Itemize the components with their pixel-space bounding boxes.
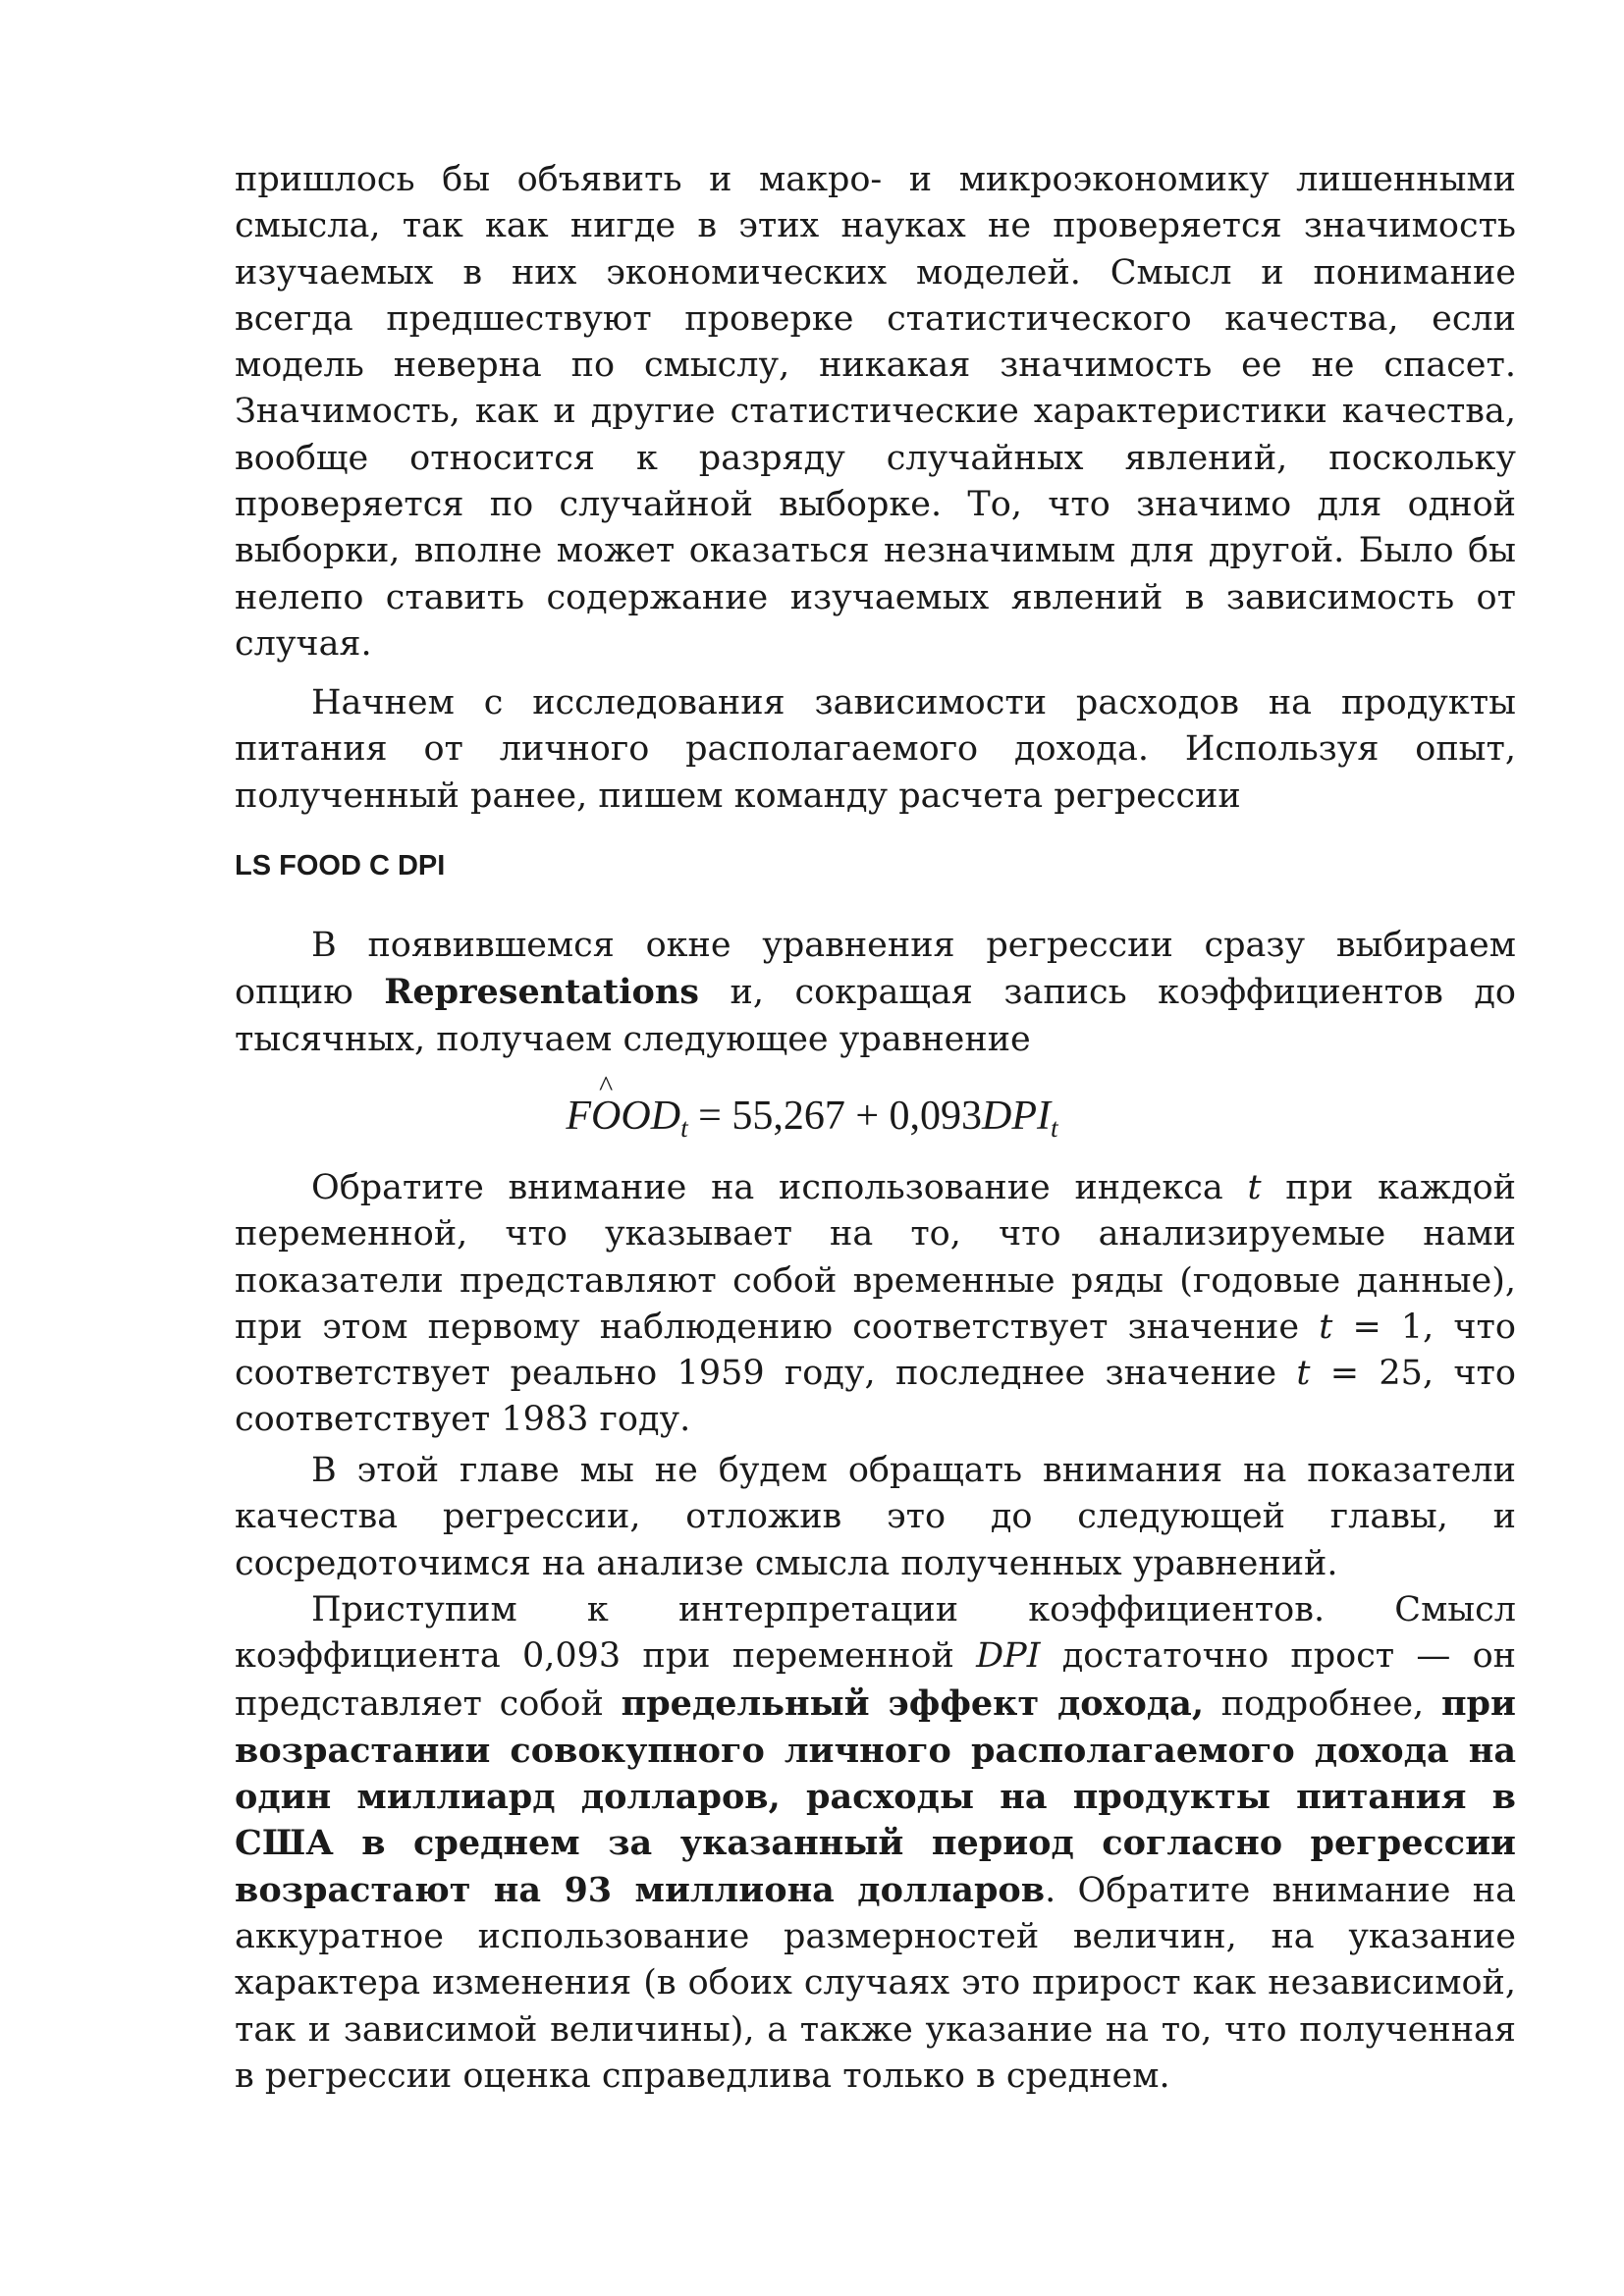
paragraph-representations [235,923,1516,1063]
text-line: характера изменения (в обоих случаях это прирост как независимой, [235,1963,1516,2003]
text-line: модель неверна по смыслу, никакая значимость ее не спасет. [235,346,1516,386]
text-line: тысячных, получаем следующее уравнение [235,1019,1031,1059]
text-line: США в среднем за указанный период согласно регрессии [235,1823,1516,1864]
eviews-command: LS FOOD C DPI [235,850,446,881]
text-line: аккуратное использование размерностей величин, на указание [235,1917,1516,1957]
paragraph-regression-intro [235,680,1516,820]
text-line: смысла, так как нигде в этих науках не проверяется значимость [235,206,1516,246]
text-line: в регрессии оценка справедлива только в среднем. [235,2056,1170,2096]
text-line: случая. [235,623,372,664]
text-line: возрастают на 93 миллиона долларов. Обратите внимание на [235,1869,1516,1910]
text-line: Обратите внимание на использование индекса t при каждой [311,1168,1516,1207]
regression-equation: F ^ $OOD_t = 55,267 + 0,093DPI_t$ [0,1087,1624,1157]
text-line: соответствует 1983 году. [235,1400,691,1440]
text-line: сосредоточимся на анализе смысла полученных уравнений. [235,1543,1338,1583]
text-line: Начнем с исследования зависимости расходов на продукты [311,683,1516,722]
text-line: изучаемых в них экономических моделей. Смысл и понимание [235,252,1516,293]
text-line: при этом первому наблюдению соответствует значение t = 1, что [235,1307,1516,1347]
text-line: показатели представляют собой временные ряды (годовые данные), [235,1260,1516,1301]
paragraph-time-index [235,1165,1516,1444]
text-line: В появившемся окне уравнения регрессии сразу выбираем [311,926,1516,965]
text-line: возрастании совокупного личного располагаемого дохода на [235,1730,1516,1771]
text-line: выборки, вполне может оказаться незначимым для другой. Было бы [235,531,1516,571]
text-line: В этой главе мы не будем обращать внимания на показатели [311,1451,1516,1490]
text-line: опцию Representations и, сокращая запись коэффициентов до [235,972,1516,1013]
text-line: вообще относится к разряду случайных явлений, поскольку [235,438,1516,478]
text-line: коэффициента 0,093 при переменной DPI достаточно прост — он [235,1636,1516,1677]
text-line: нелепо ставить содержание изучаемых явлений в зависимость от [235,577,1516,617]
text-line: пришлось бы объявить и макро- и микроэкономику лишенными [235,160,1516,199]
text-line: Значимость, как и другие статистические характеристики качества, [235,392,1516,432]
text-line: Приступим к интерпретации коэффициентов. Смысл [311,1590,1516,1629]
text-line: проверяется по случайной выборке. То, что значимо для одной [235,485,1516,525]
text-line: качества регрессии, отложив это до следующей главы, и [235,1497,1516,1537]
text-line: питания от личного располагаемого дохода. Используя опыт, [235,729,1516,770]
hat-accent: ^ [599,1070,614,1102]
paragraph-quality-note [235,1448,1516,1587]
text-line: всегда предшествуют проверке статистического качества, если [235,298,1516,339]
text-line: переменной, что указывает на то, что анализируемые нами [235,1214,1516,1255]
text-line: полученный ранее, пишем команду расчета регрессии [235,775,1241,816]
paragraph-significance [235,157,1516,667]
text-line: представляет собой предельный эффект дохода, подробнее, при [235,1682,1516,1724]
text-line: соответствует реально 1959 году, последнее значение t = 25, что [235,1354,1516,1394]
text-line: один миллиард долларов, расходы на продукты питания в [235,1777,1516,1818]
paragraph-interpretation [235,1587,1516,2100]
text-line: так и зависимой величины), а также указание на то, что полученная [235,2009,1516,2050]
representations-option: Representations [384,972,700,1013]
